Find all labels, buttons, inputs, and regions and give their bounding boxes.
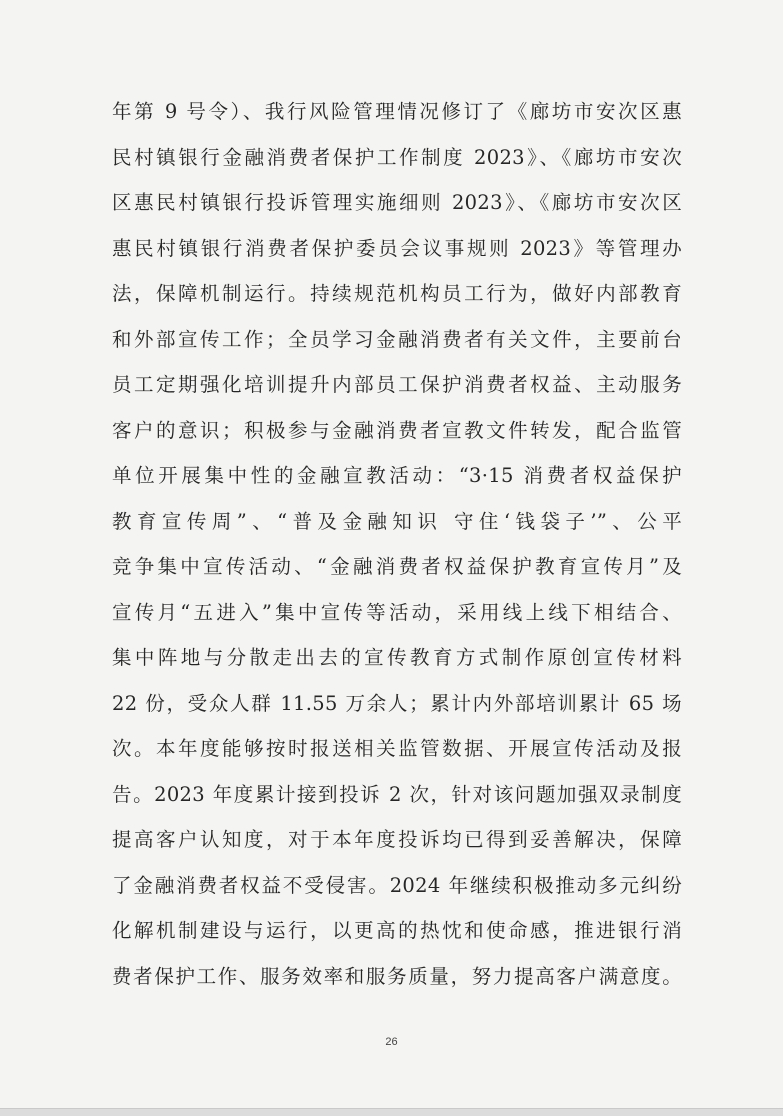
- page-number: 26: [385, 1036, 398, 1048]
- text-line-3: 区惠民村镇银行投诉管理实施细则 2023》、《廊坊市安次区: [112, 191, 682, 214]
- text-line-11: 竞争集中宣传活动、“金融消费者权益保护教育宣传月”及: [112, 555, 682, 578]
- text-line-15: 次。本年度能够按时报送相关监管数据、开展宣传活动及报: [112, 737, 682, 760]
- text-line-8: 客户的意识；积极参与金融消费者宣教文件转发，配合监管: [112, 418, 682, 442]
- text-line-5: 法，保障机制运行。持续规范机构员工行为，做好内部教育: [112, 282, 682, 305]
- text-line-10: 教育宣传周”、“普及金融知识 守住‘钱袋子’”、公平: [112, 509, 682, 533]
- text-line-12: 宣传月“五进入”集中宣传等活动，采用线上线下相结合、: [112, 600, 682, 624]
- text-line-7: 员工定期强化培训提升内部员工保护消费者权益、主动服务: [112, 373, 682, 396]
- text-line-13: 集中阵地与分散走出去的宣传教育方式制作原创宣传材料: [112, 646, 682, 669]
- text-line-2: 民村镇银行金融消费者保护工作制度 2023》、《廊坊市安次: [112, 145, 682, 169]
- page-bottom-edge: [0, 1108, 783, 1116]
- text-line-20: 费者保护工作、服务效率和服务质量，努力提高客户满意度。: [112, 964, 682, 988]
- text-line-16: 告。2023 年度累计接到投诉 2 次，针对该问题加强双录制度: [112, 782, 682, 806]
- text-line-4: 惠民村镇银行消费者保护委员会议事规则 2023》等管理办: [112, 236, 682, 260]
- text-line-14: 22 份，受众人群 11.55 万余人；累计内外部培训累计 65 场: [112, 691, 682, 715]
- text-line-1: 年第 9 号令）、我行风险管理情况修订了《廊坊市安次区惠: [112, 100, 682, 123]
- text-line-6: 和外部宣传工作；全员学习金融消费者有关文件，主要前台: [112, 327, 682, 351]
- text-line-19: 化解机制建设与运行，以更高的热忱和使命感，推进银行消: [112, 919, 682, 942]
- text-line-18: 了金融消费者权益不受侵害。2024 年继续积极推动多元纠纷: [112, 873, 682, 897]
- text-line-17: 提高客户认知度，对于本年度投诉均已得到妥善解决，保障: [112, 828, 682, 851]
- text-line-9: 单位开展集中性的金融宣教活动：“3·15 消费者权益保护: [112, 464, 682, 487]
- body-paragraph: [112, 89, 682, 999]
